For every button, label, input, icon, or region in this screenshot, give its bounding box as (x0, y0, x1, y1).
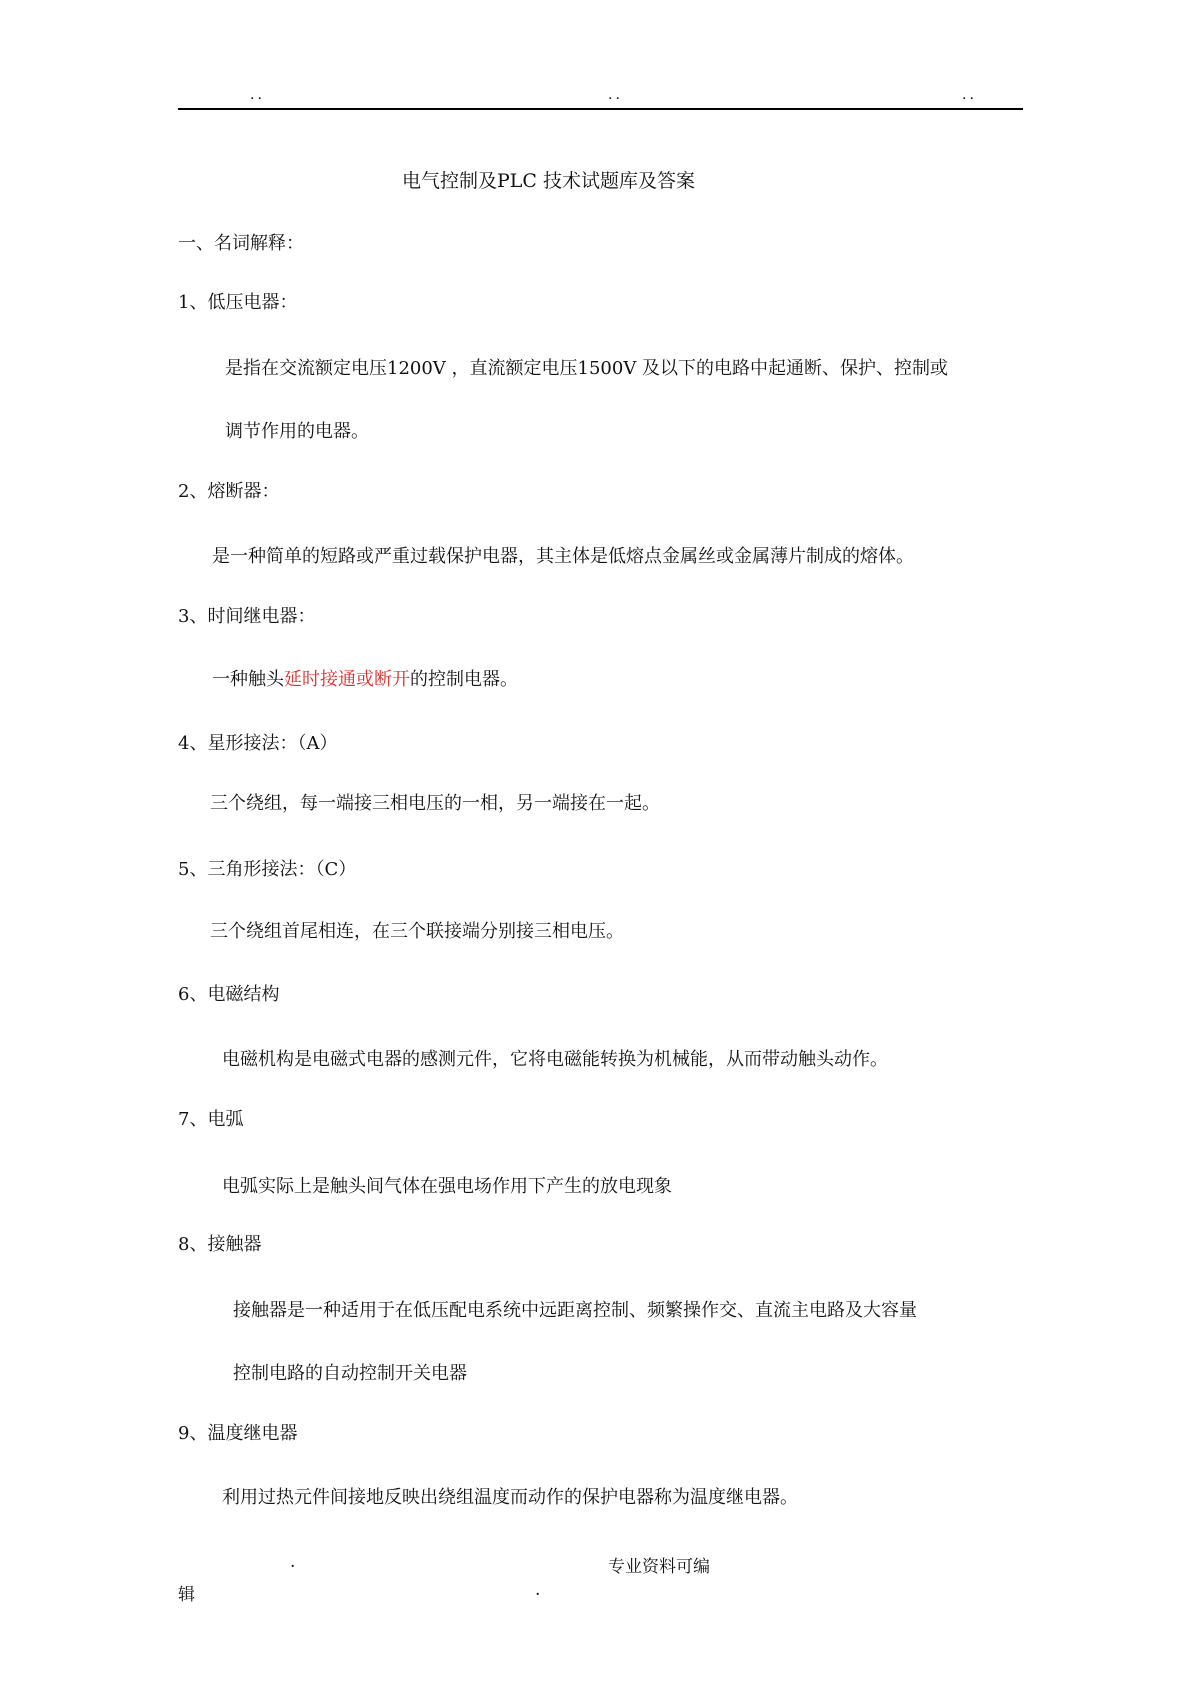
header-dots-right: .. (962, 87, 977, 103)
definition-3-highlight: 延时接通或断开 (284, 669, 410, 690)
term-5: 5、三角形接法：（C） (178, 859, 357, 880)
term-4: 4、星形接法：（A） (178, 733, 338, 754)
footer-editable-text: 专业资料可编 (608, 1557, 710, 1577)
footer-ji: 辑 (178, 1585, 195, 1605)
definition-7: 电弧实际上是触头间气体在强电场作用下产生的放电现象 (222, 1176, 672, 1197)
term-9: 9、温度继电器 (178, 1423, 298, 1444)
definition-1-line-2: 调节作用的电器。 (225, 421, 369, 442)
term-6: 6、电磁结构 (178, 984, 280, 1005)
term-1: 1、低压电器： (178, 292, 298, 313)
header-rule (178, 108, 1023, 110)
definition-6: 电磁机构是电磁式电器的感测元件，它将电磁能转换为机械能，从而带动触头动作。 (222, 1049, 888, 1070)
section-heading: 一、名词解释： (178, 233, 304, 254)
term-2: 2、熔断器： (178, 481, 280, 502)
definition-3 (212, 668, 518, 692)
definition-5: 三个绕组首尾相连，在三个联接端分别接三相电压。 (210, 921, 624, 942)
definition-3-before: 一种触头 (212, 669, 284, 690)
definition-2: 是一种简单的短路或严重过载保护电器，其主体是低熔点金属丝或金属薄片制成的熔体。 (212, 546, 914, 567)
footer-dot-2: . (535, 1580, 541, 1600)
definition-8-line-2: 控制电路的自动控制开关电器 (233, 1363, 467, 1384)
term-8: 8、接触器 (178, 1234, 262, 1255)
definition-9: 利用过热元件间接地反映出绕组温度而动作的保护电器称为温度继电器。 (222, 1487, 798, 1508)
header-dots-left: .. (250, 87, 265, 103)
document-title: 电气控制及PLC 技术试题库及答案 (402, 170, 695, 192)
definition-4: 三个绕组，每一端接三相电压的一相，另一端接在一起。 (210, 793, 660, 814)
definition-1-line-1: 是指在交流额定电压1200V ，直流额定电压1500V 及以下的电路中起通断、保护、控制或 (225, 358, 949, 379)
term-3: 3、时间继电器： (178, 606, 316, 627)
definition-3-after: 的控制电器。 (410, 669, 518, 690)
header-dots-center: .. (608, 87, 623, 103)
term-7: 7、电弧 (178, 1109, 244, 1130)
footer-dot-1: . (290, 1552, 296, 1572)
definition-8-line-1: 接触器是一种适用于在低压配电系统中远距离控制、频繁操作交、直流主电路及大容量 (233, 1300, 917, 1321)
